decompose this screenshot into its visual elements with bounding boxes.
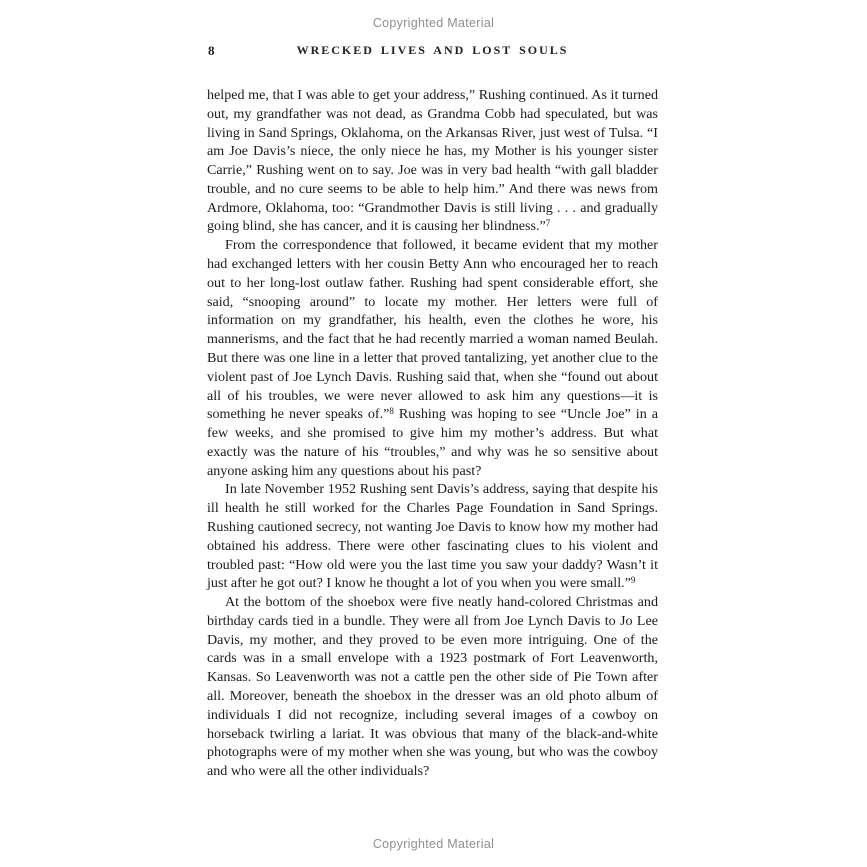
page-header bbox=[207, 43, 658, 59]
paragraph: helped me, that I was able to get your address,” Rushing continued. As it turned out, my grandfather was not dead, as Grandma Cobb had speculated, but was living in Sand Springs, Oklahoma, on the Arkansas River, just west of Tulsa. “I am Joe Davis’s niece, the only niece he has, my Mother is his younger sister Carrie,” Rushing went on to say. Joe was in very bad health “with gall bladder trouble, and no cure seems to be able to help him.” And there was news from Ardmore, Oklahoma, too: “Grandmother Davis is still living . . . and gradually going blind, she has cancer, and it is causing her blindness.”$^7$ bbox=[207, 87, 658, 235]
paragraph: At the bottom of the shoebox were five neatly hand-colored Christmas and birthday cards tied in a bundle. They were all from Joe Lynch Davis to Jo Lee Davis, my mother, and they proved to be even more intriguing. One of the cards was in a small envelope with a 1923 postmark of Fort Leavenworth, Kansas. So Leavenworth was not a cattle pen the other side of Pie Town after all. Moreover, beneath the shoebox in the dresser was an old photo album of individuals I did not recognize, including several images of a cowboy on horseback twirling a lariat. It was obvious that many of the black-and-white photographs were of my mother when she was young, but who was the cowboy and who were all the other individuals? bbox=[207, 594, 658, 780]
page-number: 8 bbox=[208, 43, 215, 58]
running-header-title: WRECKED LIVES AND LOST SOULS bbox=[296, 43, 569, 57]
copyright-notice-top: Copyrighted Material bbox=[372, 16, 495, 30]
footnote-reference: 7 bbox=[545, 218, 551, 229]
copyright-notice-bottom: Copyrighted Material bbox=[372, 837, 495, 851]
paragraph: From the correspondence that followed, it became evident that my mother had exchanged letters with her cousin Betty Ann who encouraged her to reach out to her long-lost outlaw father. Rushing had spent considerable effort, she said, “snooping around” to locate my mother. Her letters were full of information on my grandfather, his health, even the clothes he wore, his mannerisms, and the fact that he had recently married a woman named Beulah. But there was one line in a letter that proved tantalizing, yet another clue to the violent past of Joe Lynch Davis. Rushing said that, when she “found out about all of his troubles, we were never allowed to ask him any questions—it is something he never speaks of.”$^8$ Rushing was hoping to see “Uncle Joe” in a few weeks, and she promised to give him my mother’s address. But what exactly was the nature of his “troubles,” and why was he so sensitive about anyone asking him any questions about his past? bbox=[207, 237, 658, 479]
footnote-reference: 8 bbox=[389, 406, 394, 417]
body-text bbox=[207, 86, 658, 781]
footnote-reference: 9 bbox=[630, 575, 636, 586]
paragraph: In late November 1952 Rushing sent Davis’s address, saying that despite his ill health he still worked for the Charles Page Foundation in Sand Springs. Rushing cautioned secrecy, not wanting Joe Davis to know how my mother had obtained his address. There were other fascinating clues to his violent and troubled past: “How old were you the last time you saw your daddy? Wasn’t it just after he got out? I know he thought a lot of you when you were small.”$^9$ bbox=[207, 481, 658, 592]
